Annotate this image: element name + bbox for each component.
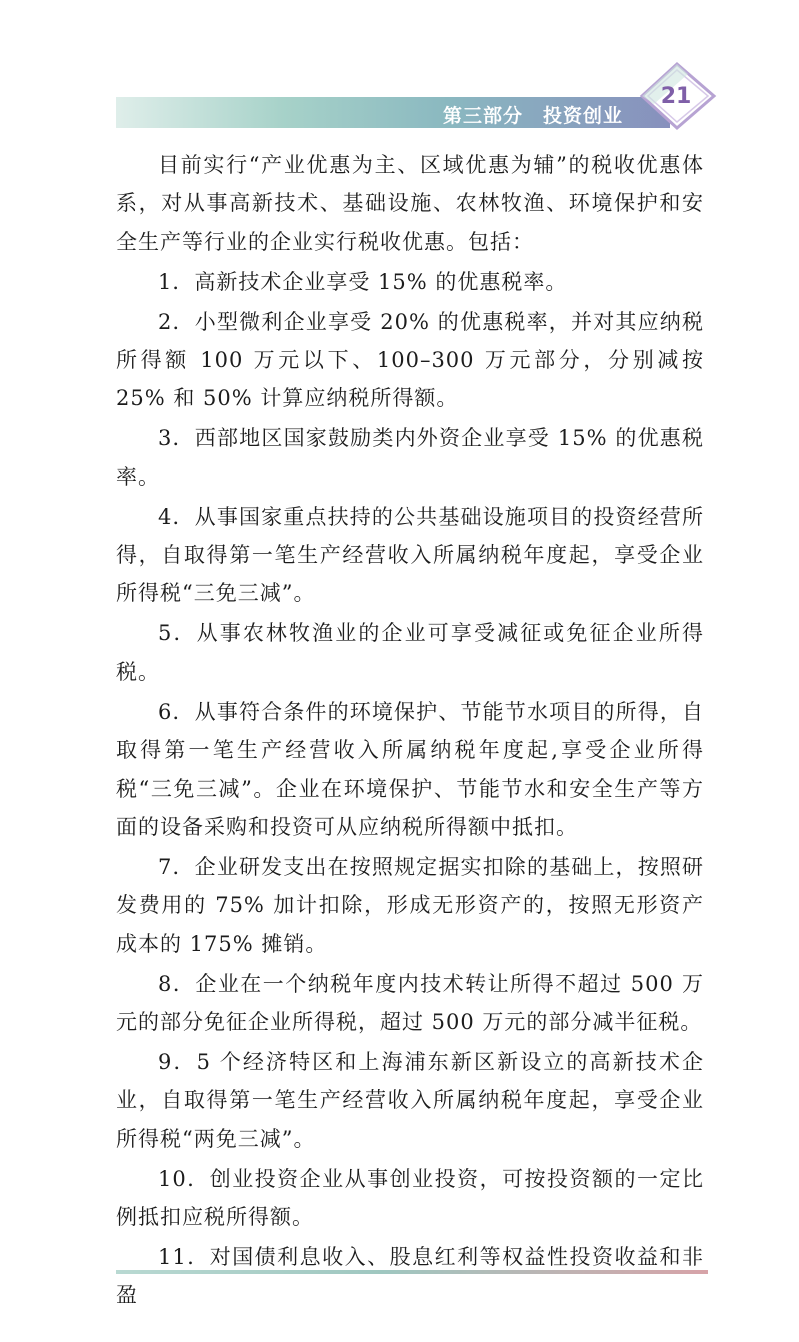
list-item: 2．小型微利企业享受 20% 的优惠税率，并对其应纳税所得额 100 万元以下、100–300 万元部分，分别减按 25% 和 50% 计算应纳税所得额。 — [116, 309, 704, 411]
list-item: 5．从事农林牧渔业的企业可享受减征或免征企业所得税。 — [116, 621, 704, 684]
section-title: 第三部分 投资创业 — [442, 105, 623, 127]
list-item: 1．高新技术企业享受 15% 的优惠税率。 — [158, 269, 568, 294]
list-item: 6．从事符合条件的环境保护、节能节水项目的所得，自取得第一笔生产经营收入所属纳税年度起,享受企业所得税“三免三减”。企业在环境保护、节能节水和安全生产等方面的设备采购和投资可从应纳税所得额中抵扣。 — [116, 699, 704, 839]
page-number: 21 — [660, 84, 692, 109]
list-item: 8．企业在一个纳税年度内技术转让所得不超过 500 万元的部分免征企业所得税，超过 500 万元的部分减半征税。 — [116, 971, 704, 1034]
list-item: 11．对国债利息收入、股息红利等权益性投资收益和非盈 — [116, 1244, 704, 1308]
list-item: 10．创业投资企业从事创业投资，可按投资额的一定比例抵扣应税所得额。 — [116, 1166, 704, 1229]
list-item: 3．西部地区国家鼓励类内外资企业享受 15% 的优惠税率。 — [116, 426, 704, 489]
intro-paragraph: 目前实行“产业优惠为主、区域优惠为辅”的税收优惠体系，对从事高新技术、基础设施、农林牧渔、环境保护和安全生产等行业的企业实行税收优惠。包括： — [116, 153, 704, 254]
body-text — [116, 146, 704, 1316]
footer-bar — [116, 1270, 708, 1274]
list-item: 7．企业研发支出在按照规定据实扣除的基础上，按照研发费用的 75% 加计扣除，形成无形资产的，按照无形资产成本的 175% 摊销。 — [116, 854, 704, 956]
list-item: 4．从事国家重点扶持的公共基础设施项目的投资经营所得，自取得第一笔生产经营收入所属纳税年度起，享受企业所得税“三免三减”。 — [116, 504, 704, 606]
list-item: 9．5 个经济特区和上海浦东新区新设立的高新技术企业，自取得第一笔生产经营收入所属纳税年度起，享受企业所得税“两免三减”。 — [116, 1049, 704, 1151]
